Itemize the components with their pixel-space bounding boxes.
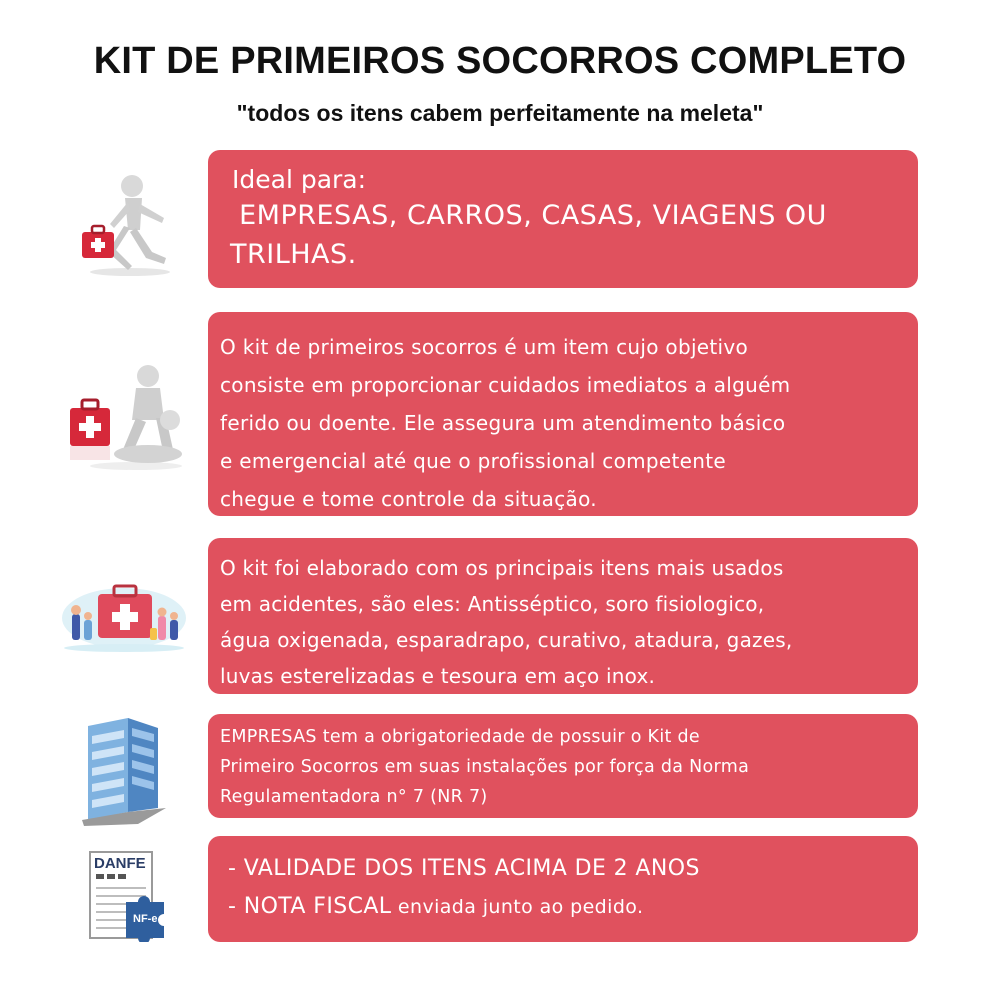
kit-description-line-1: O kit de primeiros socorros é um item cujo objetivo [220, 335, 749, 359]
nr7-line-2: Primeiro Socorros em suas instalações por força da Norma [220, 757, 750, 777]
office-building-icon [78, 716, 170, 826]
ideal-para-line-1: EMPRESAS, CARROS, CASAS, VIAGENS OU [239, 200, 827, 231]
kit-description-line-3: ferido ou doente. Ele assegura um atendimento básico [220, 411, 786, 435]
ideal-para-label: Ideal para: [232, 165, 367, 194]
page-subtitle: "todos os itens cabem perfeitamente na meleta" [236, 100, 764, 126]
medical-team-with-kit-icon [60, 574, 190, 654]
ideal-para-card [208, 150, 918, 288]
kit-items-line-3: água oxigenada, esparadrapo, curativo, atadura, gazes, [220, 628, 793, 652]
danfe-invoice-icon [86, 850, 168, 942]
kit-description-line-2: consiste em proporcionar cuidados imediatos a alguém [220, 373, 791, 397]
kit-description-card [208, 312, 918, 516]
person-running-with-first-aid-kit-icon [70, 168, 180, 278]
invoice-line: - NOTA FISCAL enviada junto ao pedido. [228, 894, 644, 919]
nr7-obligation-card [208, 714, 918, 818]
svg-text:NF-e: NF-e [133, 913, 158, 925]
svg-text:DANFE: DANFE [94, 855, 146, 872]
kit-items-line-2: em acidentes, são eles: Antisséptico, soro fisiologico, [220, 592, 765, 616]
validity-invoice-card [208, 836, 918, 942]
validity-line: - VALIDADE DOS ITENS ACIMA DE 2 ANOS [228, 856, 700, 881]
ideal-para-line-2: TRILHAS. [230, 239, 357, 270]
kit-description-line-4: e emergencial até que o profissional competente [220, 449, 726, 473]
page-title: KIT DE PRIMEIROS SOCORROS COMPLETO [93, 40, 907, 82]
person-giving-first-aid-icon [66, 362, 186, 472]
kit-items-card [208, 538, 918, 694]
kit-description-line-5: chegue e tome controle da situação. [220, 487, 597, 511]
nr7-line-3: Regulamentadora n° 7 (NR 7) [220, 787, 488, 807]
nr7-line-1: EMPRESAS tem a obrigatoriedade de possuir o Kit de [220, 727, 700, 747]
kit-items-line-1: O kit foi elaborado com os principais itens mais usados [220, 556, 784, 580]
kit-items-line-4: luvas esterelizadas e tesoura em aço inox. [220, 664, 656, 688]
